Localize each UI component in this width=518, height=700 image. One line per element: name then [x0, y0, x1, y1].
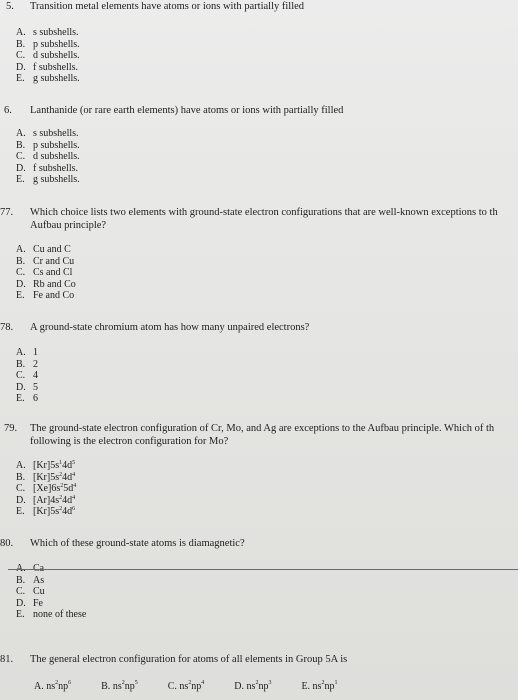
option-a[interactable]: A. s subshells. — [16, 128, 79, 139]
option-b[interactable]: B. p subshells. — [16, 139, 80, 151]
option-e[interactable]: E. g subshells. — [16, 73, 80, 85]
question-stem: The general electron configuration for atoms of all elements in Group 5A is — [30, 654, 348, 665]
option-b[interactable]: B. $[Kr]5s^24d^4$ — [16, 471, 76, 483]
option-c[interactable]: C. $[Xe]6s^25d^4$ — [16, 483, 77, 495]
option-d[interactable]: D. $ns^2np^3$ — [234, 680, 272, 692]
option-a[interactable]: A. Cu and C — [16, 244, 71, 255]
question-number: 81. — [0, 654, 14, 665]
option-c[interactable]: C. $ns^2np^4$ — [167, 680, 205, 692]
option-list — [16, 460, 76, 518]
option-d[interactable]: D. 5 — [16, 381, 38, 393]
question-stem: Which of these ground-state atoms is diamagnetic? — [30, 538, 245, 549]
option-b[interactable]: B. Cr and Cu — [16, 255, 75, 267]
question-number: 78. — [0, 322, 14, 333]
option-e[interactable]: E. $ns^2np^1$ — [301, 680, 338, 692]
option-a[interactable]: A. s subshells. — [16, 27, 79, 38]
option-c[interactable]: C. d subshells. — [16, 50, 80, 62]
question-number: 77. — [0, 207, 14, 218]
option-e[interactable]: E. none of these — [16, 609, 87, 621]
option-b[interactable]: B. p subshells. — [16, 38, 80, 50]
question-stem: A ground-state chromium atom has how many unpaired electrons? — [30, 322, 310, 333]
option-c[interactable]: C. Cu — [16, 586, 45, 598]
pen-mark-line — [8, 569, 518, 570]
question-number: 5. — [6, 1, 14, 12]
option-list — [16, 128, 80, 186]
option-d[interactable]: D. f subshells. — [16, 61, 78, 73]
option-a[interactable]: A. $ns^2np^6$ — [34, 680, 72, 692]
option-e[interactable]: E. $[Kr]5s^24d^6$ — [16, 506, 76, 518]
option-c[interactable]: C. 4 — [16, 370, 38, 382]
option-b[interactable]: B. $ns^2np^5$ — [101, 680, 138, 692]
option-b[interactable]: B. 2 — [16, 358, 38, 370]
question-stem: The ground-state electron configuration of Cr, Mo, and Ag are exceptions to the Aufbau principle. Which of th following is the electron configuration for Mo? — [30, 423, 495, 447]
option-a[interactable]: A. 1 — [16, 347, 38, 358]
question-stem: Lanthanide (or rare earth elements) have atoms or ions with partially filled — [30, 105, 344, 116]
option-d[interactable]: D. Rb and Co — [16, 278, 76, 290]
question-number: 6. — [4, 105, 12, 116]
option-e[interactable]: E. Fe and Co — [16, 290, 75, 302]
question-stem: Which choice lists two elements with ground-state electron configurations that are well-known exceptions to th Aufbau principle? — [30, 207, 498, 231]
question-stem: Transition metal elements have atoms or ions with partially filled — [30, 1, 305, 12]
option-list — [16, 244, 76, 302]
option-d[interactable]: D. Fe — [16, 597, 43, 609]
option-c[interactable]: C. d subshells. — [16, 151, 80, 163]
option-d[interactable]: D. $[Ar]4s^24d^4$ — [16, 494, 76, 506]
question-number: 80. — [0, 538, 14, 549]
option-a[interactable]: A. $[Kr]5s^14d^5$ — [16, 460, 76, 471]
option-list — [34, 680, 518, 693]
option-e[interactable]: E. 6 — [16, 393, 38, 405]
question-number: 79. — [4, 423, 18, 434]
option-d[interactable]: D. f subshells. — [16, 162, 78, 174]
option-e[interactable]: E. g subshells. — [16, 174, 80, 186]
option-list — [16, 563, 86, 621]
option-list — [16, 27, 80, 85]
option-list — [16, 347, 38, 405]
option-c[interactable]: C. Cs and Cl — [16, 267, 73, 279]
option-b[interactable]: B. As — [16, 574, 45, 586]
